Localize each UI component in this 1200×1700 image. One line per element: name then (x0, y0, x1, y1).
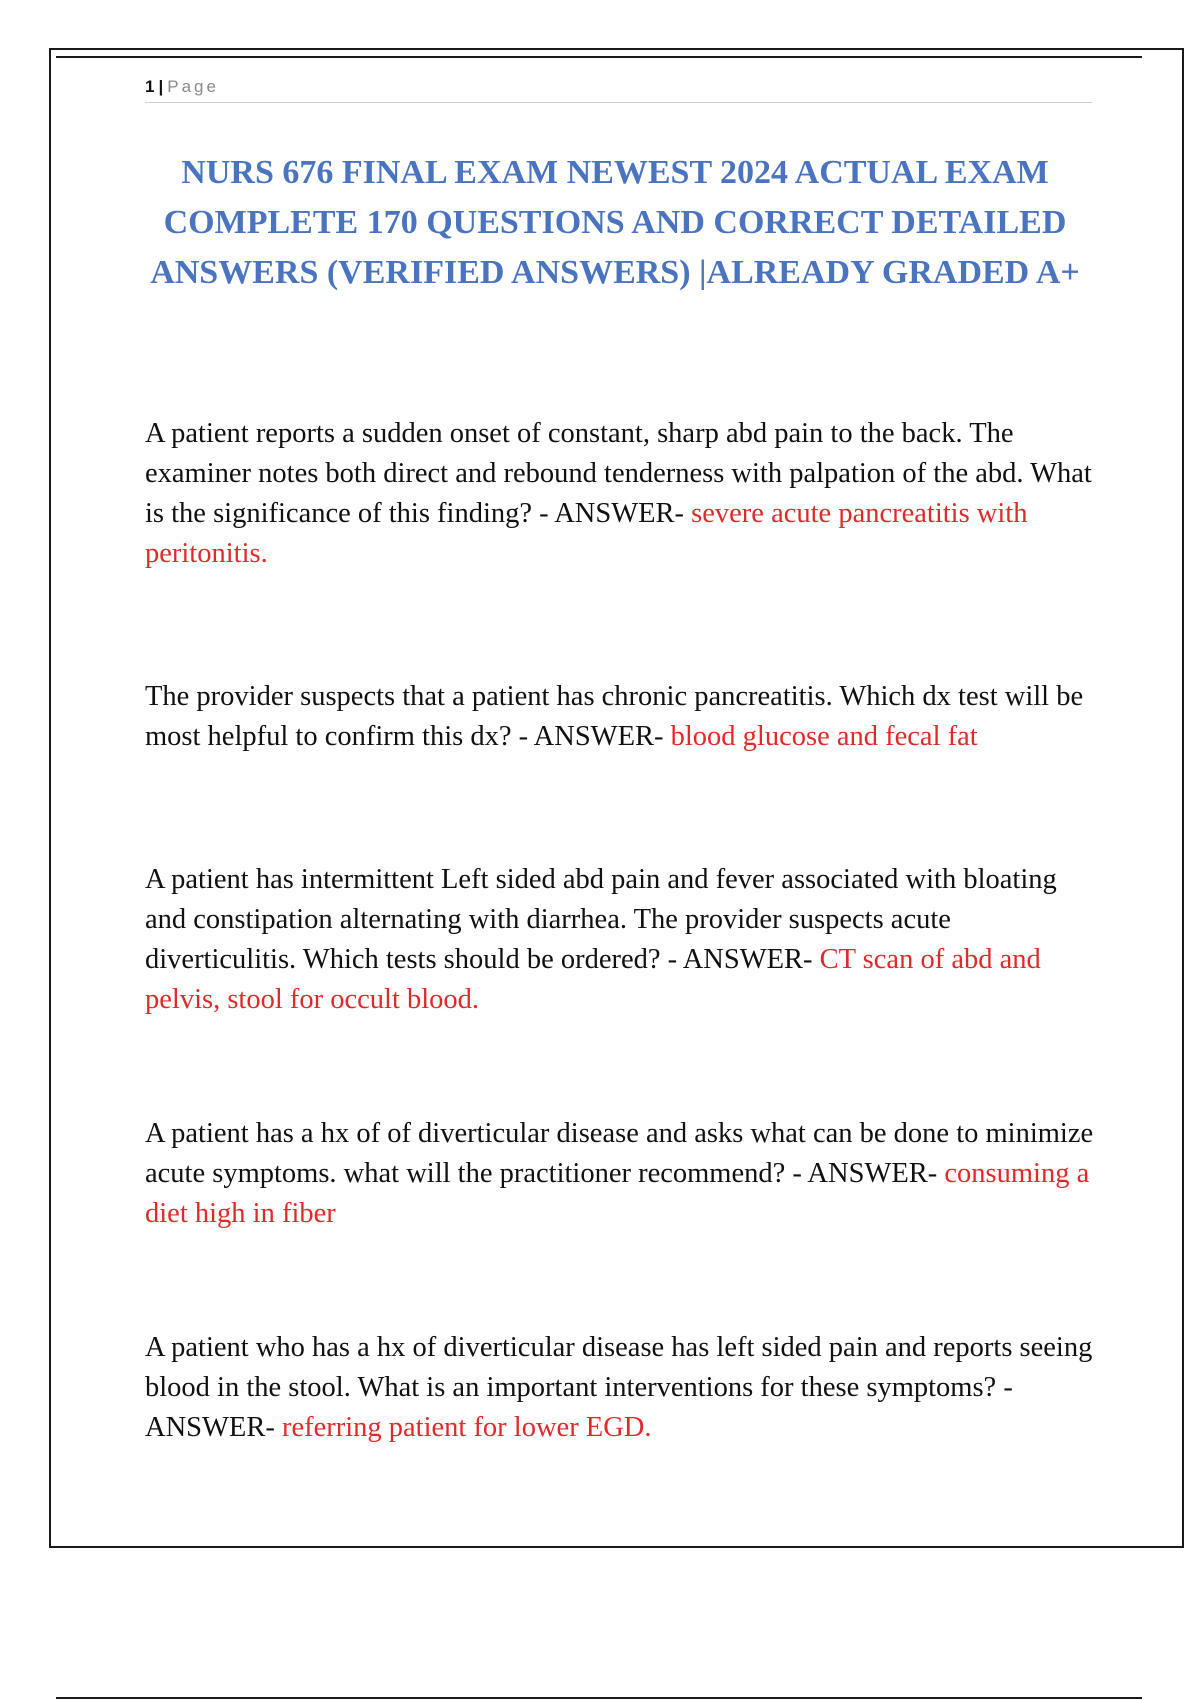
question-text: A patient has a hx of of diverticular disease and asks what can be done to minimize acute symptoms. what will the practitioner recommend? (145, 1118, 1094, 1189)
answer-text: CT scan of abd and pelvis, stool for occult blood. (145, 944, 1041, 1015)
answer-text: severe acute pancreatitis with peritonitis. (145, 498, 1028, 569)
question-item (145, 1328, 1095, 1448)
page-label: Page (167, 77, 219, 96)
page-header (145, 74, 1092, 103)
question-list (145, 414, 1095, 1448)
answer-text: referring patient for lower EGD. (281, 1412, 652, 1443)
top-rule (56, 56, 1142, 58)
question-text: A patient has intermittent Left sided abd pain and fever associated with bloating and constipation alternating with diarrhea. The provider suspects acute diverticulitis. Which tests should be ordered? (145, 864, 1057, 975)
question-text: A patient reports a sudden onset of constant, sharp abd pain to the back. The examiner notes both direct and rebound tenderness with palpation of the abd. What is the significance of this finding? (145, 418, 1092, 529)
answer-prefix: - ANSWER- (539, 498, 692, 529)
page-header-separator: | (158, 77, 164, 96)
question-text: A patient who has a hx of diverticular disease has left sided pain and reports seeing blood in the stool. What is an important interventions for these symptoms? (145, 1332, 1093, 1403)
answer-prefix: - ANSWER- (145, 1372, 1013, 1443)
answer-text: blood glucose and fecal fat (670, 721, 978, 752)
question-item (145, 414, 1095, 574)
answer-text: consuming a diet high in fiber (145, 1158, 1090, 1229)
question-item (145, 1114, 1095, 1234)
answer-prefix: - ANSWER- (667, 944, 820, 975)
question-item (145, 860, 1095, 1020)
question-text: The provider suspects that a patient has chronic pancreatitis. Which dx test will be most helpful to confirm this dx? (145, 681, 1084, 752)
question-item (145, 677, 1095, 757)
answer-prefix: - ANSWER- (518, 721, 671, 752)
answer-prefix: - ANSWER- (792, 1158, 945, 1189)
page-number: 1 (145, 77, 155, 96)
document-title: NURS 676 FINAL EXAM NEWEST 2024 ACTUAL EXAM COMPLETE 170 QUESTIONS AND CORRECT DETAILED ANSWERS (VERIFIED ANSWERS) |ALREADY GRADED A+ (150, 154, 1080, 291)
bottom-rule (56, 1697, 1142, 1699)
